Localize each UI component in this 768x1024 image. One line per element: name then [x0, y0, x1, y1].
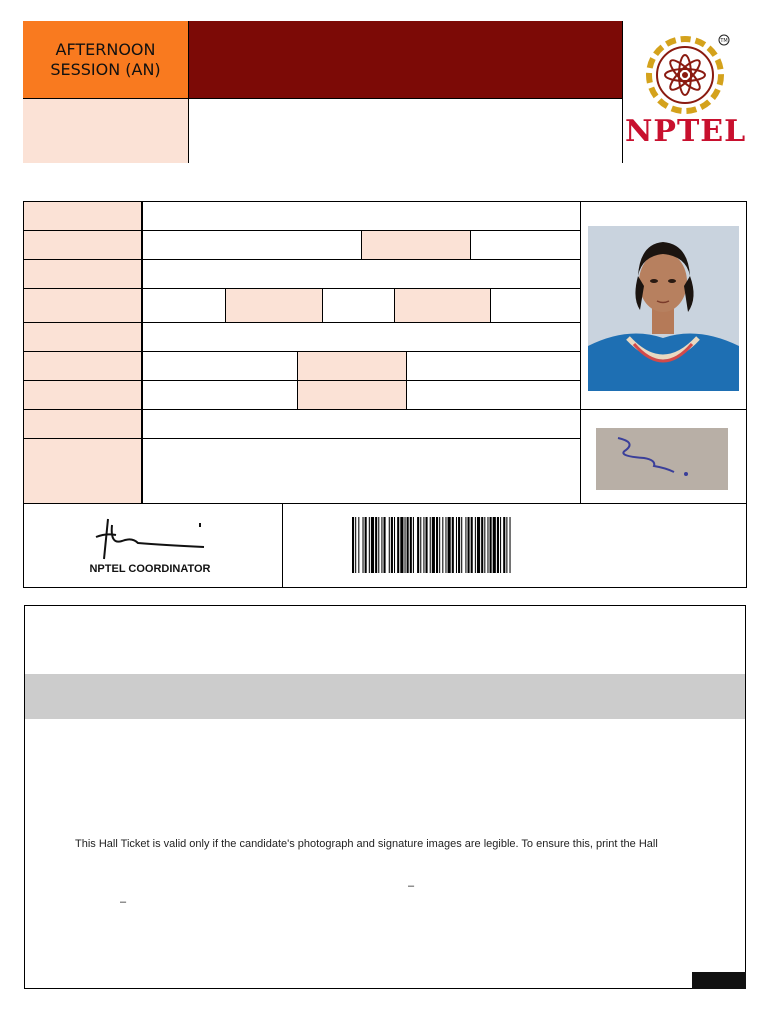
- field-label-cell: [394, 288, 491, 323]
- barcode-bar: [365, 517, 367, 573]
- coordinator-signature: [92, 515, 217, 563]
- barcode-bar: [506, 517, 507, 573]
- barcode-bar: [426, 517, 428, 573]
- candidate-photo: [588, 226, 739, 391]
- barcode-bar: [400, 517, 403, 573]
- barcode-bar: [487, 517, 488, 573]
- barcode-bar: [423, 517, 424, 573]
- header-info-area: [189, 99, 622, 163]
- field-label-cell: [225, 288, 323, 323]
- grid-line: [142, 202, 143, 503]
- barcode-bar: [503, 517, 505, 573]
- barcode-bar: [371, 517, 374, 573]
- label-column: [24, 202, 142, 503]
- barcode-bar: [461, 517, 462, 573]
- coordinator-label: NPTEL COORDINATOR: [89, 563, 211, 575]
- page-marker: [692, 972, 746, 989]
- barcode-bar: [355, 517, 356, 573]
- grid-line: [580, 202, 581, 503]
- barcode-bar: [442, 517, 443, 573]
- barcode-bar: [490, 517, 492, 573]
- barcode-bar: [405, 517, 406, 573]
- grid-line: [24, 230, 580, 231]
- hall-ticket-barcode: [352, 517, 652, 573]
- barcode-bar: [430, 517, 431, 573]
- barcode-bar: [497, 517, 499, 573]
- candidate-signature: [596, 428, 728, 490]
- barcode-bar: [420, 517, 421, 573]
- header-title-band: [189, 21, 622, 99]
- barcode-bar: [407, 517, 409, 573]
- barcode-bar: [369, 517, 370, 573]
- validity-note: This Hall Ticket is valid only if the candidate's photograph and signature images are legible. To ensure this, print the Hall: [75, 838, 658, 850]
- barcode-bar: [384, 517, 386, 573]
- barcode-bar: [468, 517, 470, 573]
- barcode-bar: [481, 517, 483, 573]
- barcode-bar: [381, 517, 382, 573]
- trademark-mark: TM: [720, 38, 728, 44]
- exam-date-box: [23, 99, 189, 163]
- dash-mark: –: [408, 880, 415, 892]
- grid-line: [581, 409, 747, 410]
- grid-line: [24, 259, 580, 260]
- instructions-header-band: [25, 674, 745, 719]
- barcode-bar: [471, 517, 473, 573]
- dash-mark: –: [120, 896, 127, 908]
- barcode-bar: [389, 517, 390, 573]
- field-label-cell: [297, 351, 407, 381]
- field-label-cell: [297, 380, 407, 410]
- barcode-bar: [458, 517, 460, 573]
- grid-line: [24, 438, 580, 439]
- barcode-bar: [475, 517, 476, 573]
- barcode-bar: [413, 517, 414, 573]
- barcode-bar: [452, 517, 454, 573]
- barcode-bar: [352, 517, 354, 573]
- grid-line: [282, 504, 283, 588]
- barcode-bar: [394, 517, 395, 573]
- barcode-bar: [358, 517, 359, 573]
- barcode-bar: [465, 517, 466, 573]
- field-label-cell: [361, 230, 471, 260]
- barcode-bar: [445, 517, 446, 573]
- barcode-bar: [477, 517, 480, 573]
- logo-wordmark: NPTEL: [625, 114, 747, 149]
- barcode-bar: [391, 517, 393, 573]
- barcode-bar: [456, 517, 457, 573]
- barcode-bar: [397, 517, 399, 573]
- barcode-bar: [510, 517, 511, 573]
- barcode-bar: [439, 517, 440, 573]
- barcode-bar: [417, 517, 419, 573]
- barcode-bar: [410, 517, 412, 573]
- barcode-bar: [432, 517, 435, 573]
- instructions-box: [24, 605, 746, 989]
- grid-line: [470, 230, 471, 259]
- barcode-bar: [363, 517, 364, 573]
- barcode-bar: [378, 517, 379, 573]
- barcode-bar: [448, 517, 451, 573]
- barcode-bar: [484, 517, 485, 573]
- barcode-bar: [436, 517, 438, 573]
- nptel-emblem-icon: [623, 21, 747, 121]
- barcode-bar: [375, 517, 377, 573]
- barcode-bar: [493, 517, 496, 573]
- session-label: AFTERNOON SESSION (AN): [23, 21, 189, 99]
- barcode-bar: [500, 517, 501, 573]
